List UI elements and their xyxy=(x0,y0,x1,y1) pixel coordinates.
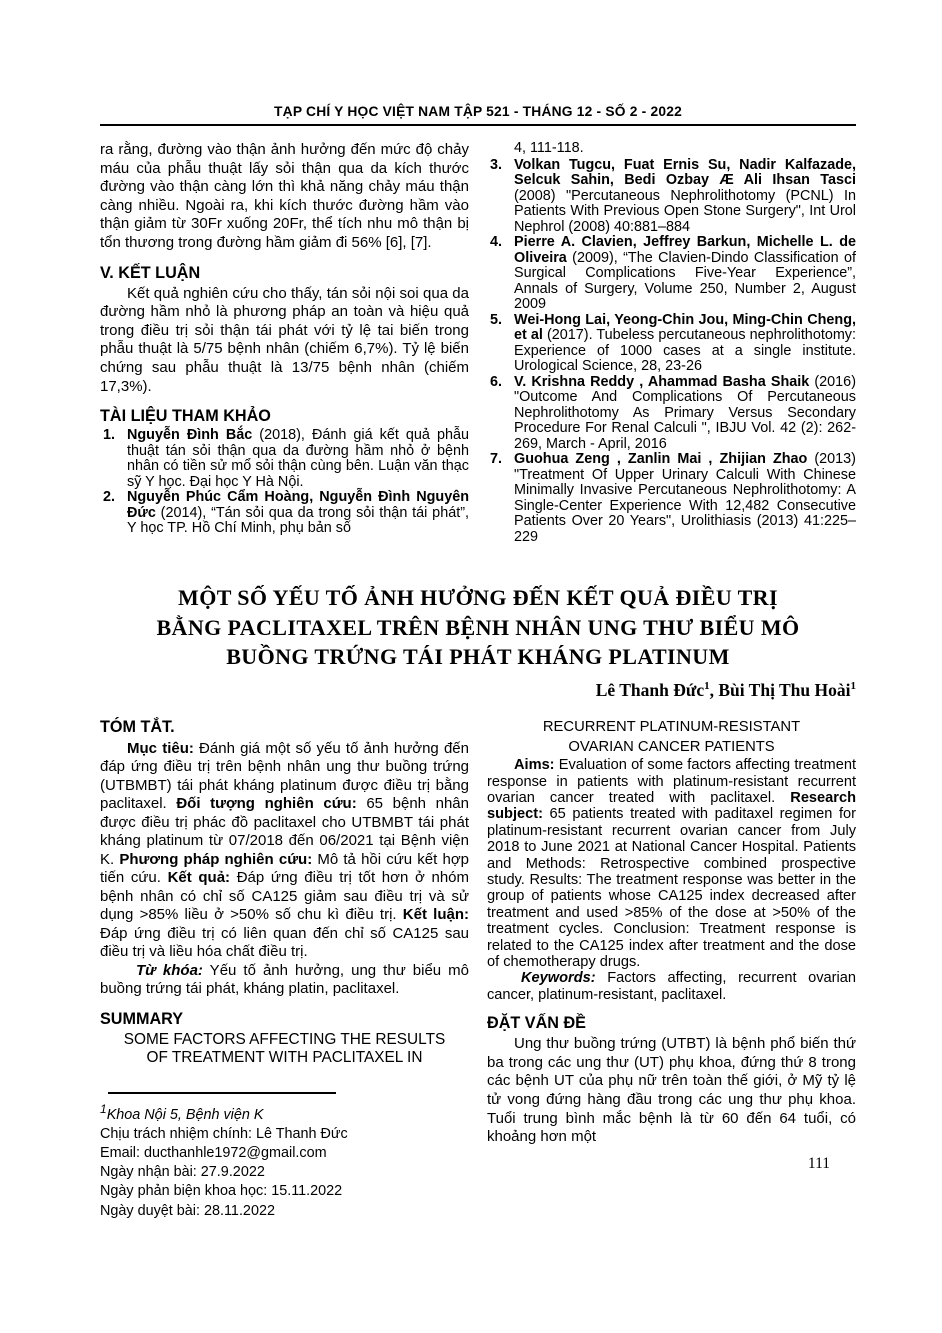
reference-authors: Nguyễn Đình Bắc xyxy=(127,427,253,444)
reference-number: 1. xyxy=(103,427,116,444)
page-content xyxy=(100,0,856,1221)
article-title-line-1: MỘT SỐ YẾU TỐ ẢNH HƯỞNG ĐẾN KẾT QUẢ ĐIỀU TRỊ xyxy=(178,585,778,610)
reference-authors: Nguyễn Phúc Cẩm Hoàng, Nguyễn Đình Nguyên Đức xyxy=(127,489,469,521)
reference-text: (2009), “The Clavien-Dindo Classification of Surgical Complications Five-Year Experience”, Annals of Surgery, Volume 250, Number 2, August 2009 xyxy=(514,249,856,312)
references-section xyxy=(100,141,856,545)
prev-article-closing-paragraph: ra rằng, đường vào thận ảnh hưởng đến mức độ chảy máu của phẫu thuật lấy sỏi thận qua da kích thước đường vào thận càng lớn thì khả năng chảy máu thận càng nhiều. Ngoài ra, khi kích thước đường hầm vào thận giảm từ 30Fr xuống 20Fr, thể tích nhu mô thận bị tổn thương trong đường hầm giảm đi 56% [6], [7]. xyxy=(100,141,469,251)
authors-line xyxy=(100,680,856,701)
footnote-line: Chịu trách nhiệm chính: Lê Thanh Đức xyxy=(100,1125,348,1142)
reference-list-right xyxy=(487,158,856,546)
article-title xyxy=(100,583,856,672)
reference-number: 5. xyxy=(490,311,503,328)
summary-heading: SUMMARY xyxy=(100,1009,184,1028)
summary-title-line: SOME FACTORS AFFECTING THE RESULTS xyxy=(123,1030,446,1048)
conclusion-heading: V. KẾT LUẬN xyxy=(100,263,201,282)
reference-item xyxy=(100,490,469,537)
introduction-paragraph: Ung thư buồng trứng (UTBT) là bệnh phổ biến thứ ba trong các ung thư (UT) phụ khoa, đứng thứ 8 trong các bệnh UT của phụ nữ trên toàn thế giới, ở Mỹ tỷ lệ tử vong đứng hàng đầu trong các ung thư phụ khoa. Tuổi trung bình mắc bệnh là từ 60 đến 64 tuổi, có khoảng hơn một xyxy=(487,1035,856,1146)
abstract-paragraph: Mục tiêu: Đánh giá một số yếu tố ảnh hưởng đến đáp ứng điều trị trên bệnh nhân ung thư buồng trứng (UTBMBT) tái phát kháng platinum được điều trị bằng paclitaxel. Đối tượng nghiên cứu: 65 bệnh nhân được điều trị phác đồ paclitaxel cho UTBMBT tái phát kháng platinum từ 07/2018 đến 06/2021 tại Bệnh viện K. Phương pháp nghiên cứu: Mô tả hồi cứu kết hợp tiến cứu. Kết quả: Đáp ứng điều trị tốt hơn ở nhóm bệnh nhân có chỉ số CA125 giảm sau điều trị và sử dụng >85% liều ở >50% số chu kì điều trị. Kết luận: Đáp ứng điều trị có liên quan đến chỉ số CA125 sau điều trị và liều hóa chất điều trị. xyxy=(100,739,469,960)
reference-item xyxy=(487,375,856,453)
page-number: 111 xyxy=(807,1155,830,1172)
reference-item xyxy=(487,313,856,375)
abstract-section xyxy=(100,716,856,1222)
reference-number: 6. xyxy=(490,373,503,390)
author-affiliation-marker: 1 xyxy=(850,679,856,692)
english-abstract-paragraph: Aims: Evaluation of some factors affecting treatment response in patients with platinum-resistant recurrent ovarian cancer treated with paclitaxel. Research subject: 65 patients treated with paditaxel regimen for platinum-resistant recurrent ovarian cancer from July 2018 to June 2021 at National Cancer Hospital. Patients and Methods: Retrospective combined prospective study. Results: The treatment response was better in the group of patients whose CA125 index decreased after treatment and used >85% of the dose at >50% of the treatment cycles. Conclusion: Treatment response is related to the CA125 index after treatment and the dose of chemotherapy drugs. xyxy=(487,757,856,970)
footnote-affiliation xyxy=(100,1100,469,1125)
footnote-rule xyxy=(108,1092,336,1094)
summary-title-line: RECURRENT PLATINUM-RESISTANT xyxy=(542,718,801,735)
author-name: Lê Thanh Đức xyxy=(595,679,705,700)
conclusion-paragraph: Kết quả nghiên cứu cho thấy, tán sỏi nội soi qua da đường hầm nhỏ là phương pháp an toàn và hiệu quả trong điều trị sỏi thận tái phát với tỷ lệ tai biến trong phẫu thuật là 5/75 bệnh nhân (chiếm 6,7%). Tỷ lệ biến chứng sau phẫu thuật là 13/75 bệnh nhân (chiếm 17,3%). xyxy=(100,284,469,395)
footnote-line: Ngày phản biện khoa học: 15.11.2022 xyxy=(100,1183,343,1200)
reference-item xyxy=(487,158,856,236)
reference-authors: Wei-Hong Lai, Yeong-Chin Jou, Ming-Chin Cheng, et al xyxy=(514,311,856,343)
abstract-heading: TÓM TẮT. xyxy=(100,717,175,736)
footnote-line: Ngày duyệt bài: 28.11.2022 xyxy=(100,1202,275,1219)
summary-title-line: OVARIAN CANCER PATIENTS xyxy=(568,739,775,756)
column-right-refs xyxy=(487,141,856,545)
reference-text: (2017). Tubeless percutaneous nephrolithotomy: Experience of 1000 cases at a single institute. Urological Science, 28, 23-26 xyxy=(514,327,857,374)
footnote-block xyxy=(100,1092,469,1222)
reference-authors: Pierre A. Clavien, Jeffrey Barkun, Michelle L. de Oliveira xyxy=(514,234,856,266)
reference-authors: Guohua Zeng , Zanlin Mai , Zhijian Zhao xyxy=(514,451,808,467)
reference-number: 4. xyxy=(490,234,503,250)
footnote-line: Email: ducthanhle1972@gmail.com xyxy=(100,1144,327,1161)
reference-text: (2016) "Outcome And Complications Of Percutaneous Nephrolithotomy As Primary Versus Secondary Procedure For Renal Calculi ", IBJU Vol. 42 (2): 262-269, March - April, 2016 xyxy=(514,373,856,452)
reference-text: (2018), Đánh giá kết quả phẫu thuật tán sỏi thận qua da đường hầm nhỏ ở bệnh nhân có tiền sử mổ sỏi thận cùng bên. Luận văn thạc sỹ Y học. Đại học Y Hà Nội. xyxy=(127,427,469,490)
author-name: Bùi Thị Thu Hoài xyxy=(718,679,851,700)
affiliation-marker: 1 xyxy=(100,1101,107,1116)
references-heading: TÀI LIỆU THAM KHẢO xyxy=(100,407,271,426)
article-title-line-3: BUỒNG TRỨNG TÁI PHÁT KHÁNG PLATINUM xyxy=(226,644,730,669)
reference-item xyxy=(487,452,856,545)
english-keywords-paragraph: Keywords: Factors affecting, recurrent ovarian cancer, platinum-resistant, paclitaxel. xyxy=(487,970,856,1003)
author-affiliation-marker: 1 xyxy=(704,679,710,692)
reference-authors: Volkan Tugcu, Fuat Ernis Su, Nadir Kalfazade, Selcuk Sahin, Bedi Ozbay Æ Ali Ihsan Tasci xyxy=(514,156,856,188)
reference-item xyxy=(487,235,856,313)
reference-text: (2008) "Percutaneous Nephrolithotomy (PCNL) In Patients With Previous Open Stone Surgery", Int Urol Nephrol (2008) 40:881–884 xyxy=(514,187,856,235)
summary-title-line: OF TREATMENT WITH PACLITAXEL IN xyxy=(146,1049,423,1066)
affiliation-text: Khoa Nội 5, Bệnh viện K xyxy=(106,1106,264,1123)
reference-number: 7. xyxy=(490,451,503,467)
column-right-abstract xyxy=(487,716,856,1222)
reference-item xyxy=(100,428,469,490)
article-title-line-2: BẰNG PACLITAXEL TRÊN BỆNH NHÂN UNG THƯ BIỂU MÔ xyxy=(156,614,800,640)
reference-number: 2. xyxy=(103,489,116,506)
reference-carryover-line: 4, 111-118. xyxy=(514,140,584,156)
header-rule xyxy=(100,124,856,126)
introduction-heading: ĐẶT VẤN ĐỀ xyxy=(487,1014,586,1033)
reference-text: (2014), “Tán sỏi qua da trong sỏi thận tái phát”, Y học TP. Hồ Chí Minh, phụ bản số xyxy=(127,504,469,537)
reference-number: 3. xyxy=(490,156,503,173)
keywords-paragraph: Từ khóa: Yếu tố ảnh hưởng, ung thư biểu mô buồng trứng tái phát, kháng platin, paclitaxel. xyxy=(100,961,469,997)
reference-text: (2013) "Treatment Of Upper Urinary Calculi With Chinese Minimally Invasive Percutaneous Nephrolithotomy: A Single-Center Experience With 12,482 Consecutive Patients Over 20 Years", Urolithiasis (2013) 41:225–229 xyxy=(514,451,856,545)
column-left-refs xyxy=(100,141,469,545)
author-separator: , xyxy=(709,679,719,700)
journal-running-head: TẠP CHÍ Y HỌC VIỆT NAM TẬP 521 - THÁNG 12 - SỐ 2 - 2022 xyxy=(274,104,682,119)
reference-authors: V. Krishna Reddy , Ahammad Basha Shaik xyxy=(514,373,810,390)
footnote-line: Ngày nhận bài: 27.9.2022 xyxy=(100,1164,265,1181)
column-left-abstract xyxy=(100,716,469,1222)
reference-list-left xyxy=(100,428,469,537)
